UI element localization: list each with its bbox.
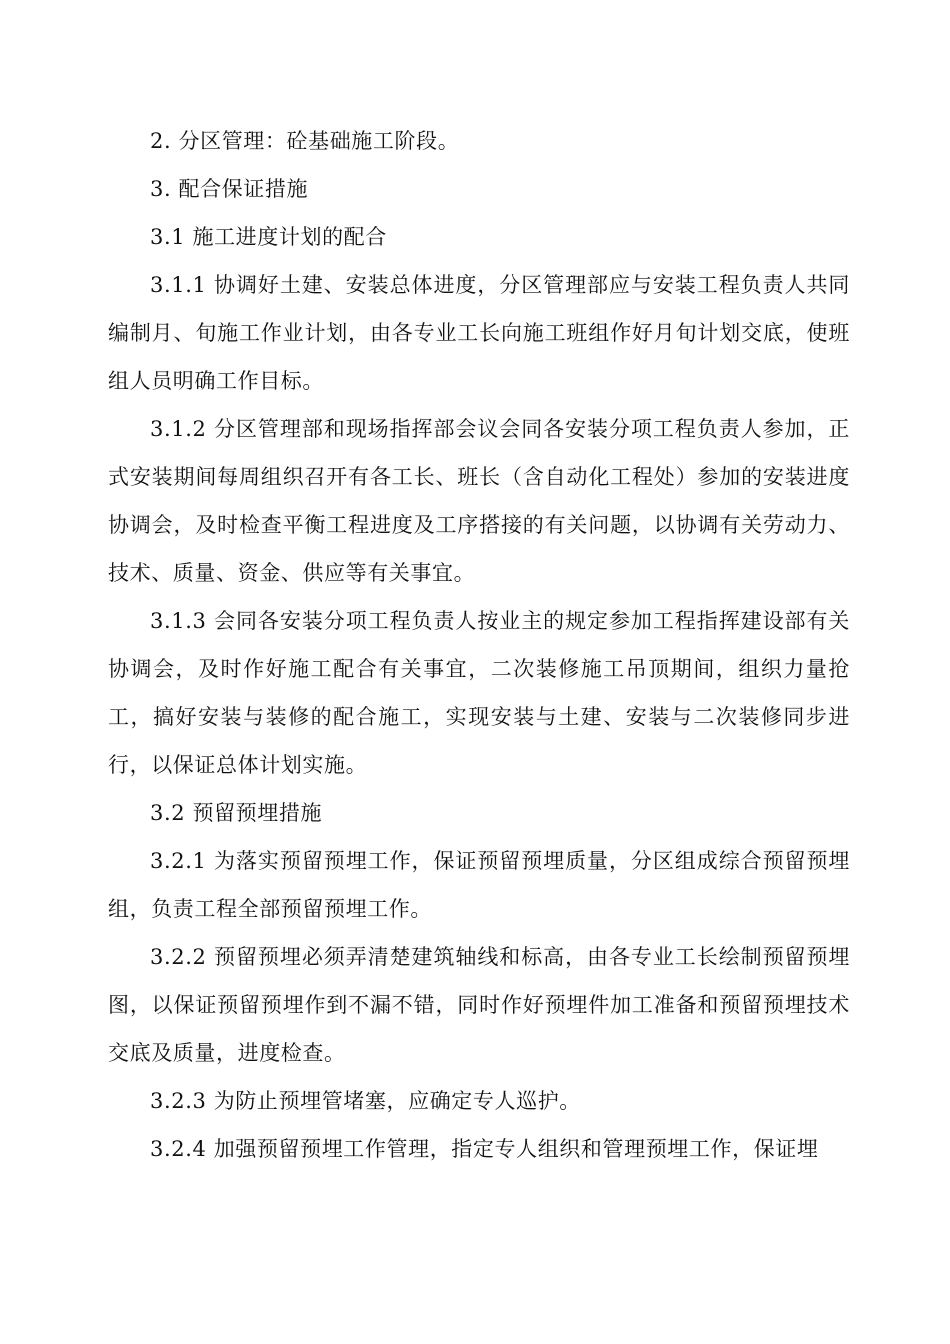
paragraph-zoning-management: 2. 分区管理：砼基础施工阶段。 [150,129,460,153]
heading-coordination-measures: 3. 配合保证措施 [150,177,309,201]
heading-embedded-parts: 3.2 预留预埋措施 [150,801,323,825]
paragraph-3-1-1: 3.1.1 协调好土建、安装总体进度，分区管理部应与安装工程负责人共同编制月、旬施工作业计划，由各专业工长向施工班组作好月旬计划交底，使班组人员明确工作目标。 [108,273,850,393]
document-body [108,117,850,1173]
paragraph-3-1-3: 3.1.3 会同各安装分项工程负责人按业主的规定参加工程指挥建设部有关协调会，及时作好施工配合有关事宜，二次装修施工吊顶期间，组织力量抢工，搞好安装与装修的配合施工，实现安装与土建、安装与二次装修同步进行，以保证总体计划实施。 [108,609,850,777]
paragraph-3-1-2: 3.1.2 分区管理部和现场指挥部会议会同各安装分项工程负责人参加，正式安装期间每周组织召开有各工长、班长（含自动化工程处）参加的安装进度协调会，及时检查平衡工程进度及工序搭接的有关问题，以协调有关劳动力、技术、质量、资金、供应等有关事宜。 [108,417,850,585]
paragraph-3-2-3: 3.2.3 为防止预埋管堵塞，应确定专人巡护。 [150,1089,581,1113]
paragraph-3-2-2: 3.2.2 预留预埋必须弄清楚建筑轴线和标高，由各专业工长绘制预留预埋图，以保证预留预埋作到不漏不错，同时作好预埋件加工准备和预留预埋技术交底及质量，进度检查。 [108,945,850,1065]
paragraph-3-2-4: 3.2.4 加强预留预埋工作管理，指定专人组织和管理预埋工作，保证埋 [150,1137,819,1161]
heading-schedule-coordination: 3.1 施工进度计划的配合 [150,225,387,249]
paragraph-3-2-1: 3.2.1 为落实预留预埋工作，保证预留预埋质量，分区组成综合预留预埋组，负责工程全部预留预埋工作。 [108,849,850,921]
